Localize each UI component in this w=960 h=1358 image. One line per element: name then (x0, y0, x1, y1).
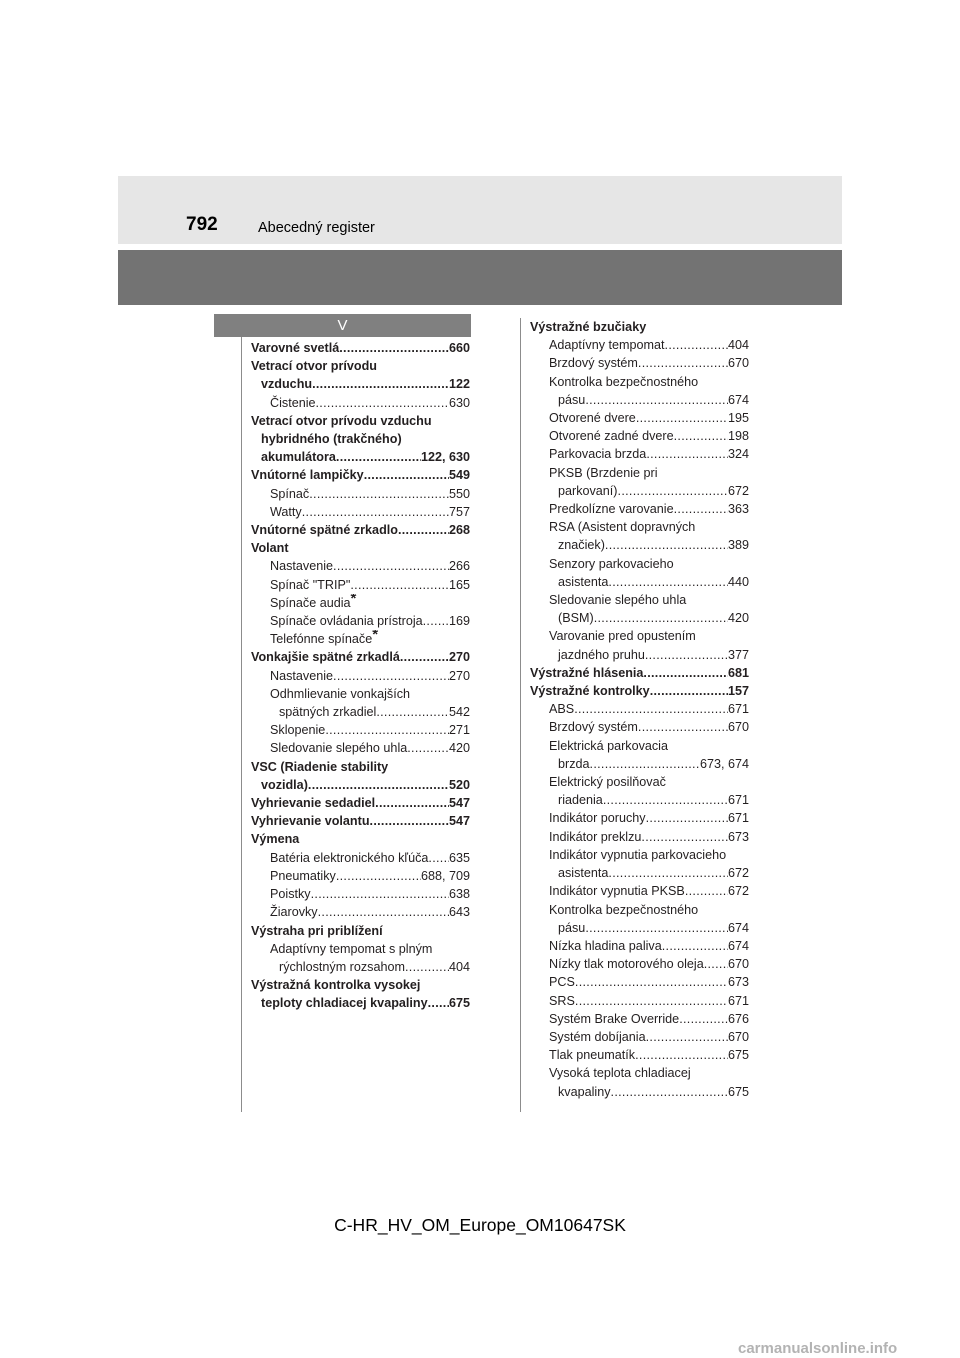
index-entry (251, 976, 470, 994)
dot-leader (333, 667, 449, 685)
index-entry-term: Sklopenie (270, 723, 326, 738)
index-entry-term: Varovanie pred opustením (549, 629, 696, 644)
document-footer-code: C-HR_HV_OM_Europe_OM10647SK (334, 1215, 626, 1235)
index-entry (251, 776, 470, 794)
index-entry-page: 271 (448, 723, 470, 738)
index-entry (530, 373, 749, 391)
dot-leader (611, 1083, 728, 1101)
index-entry (530, 627, 749, 645)
index-entry-term: ABS (549, 702, 575, 717)
index-entry (530, 755, 749, 773)
index-entry-page: 542 (448, 705, 470, 720)
index-entry-term: jazdného pruhu (558, 647, 645, 662)
index-entry-term: asistenta (558, 866, 609, 881)
index-entry-page: 673 (727, 975, 749, 990)
index-entry-term: Telefónne spínače (270, 632, 373, 647)
index-entry (530, 591, 749, 609)
index-entry-term: kvapaliny (558, 1084, 611, 1099)
index-entry (530, 391, 749, 409)
index-entry (530, 555, 749, 573)
index-entry (530, 809, 749, 827)
index-entry-term: vozidla) (261, 777, 308, 792)
index-column-2 (530, 318, 749, 1101)
index-entry-term: PKSB (Brzdenie pri (549, 465, 658, 480)
index-entry-page: 670 (727, 957, 749, 972)
index-entry-term: Spínač (270, 486, 310, 501)
dot-leader (407, 739, 449, 757)
index-entry-page: 404 (448, 959, 470, 974)
dot-leader (641, 828, 728, 846)
index-entry-page: 266 (448, 559, 470, 574)
column-divider-left (241, 337, 242, 1112)
index-entry (251, 940, 470, 958)
dot-leader (316, 394, 449, 412)
index-entry-term: spätných zrkadiel (279, 705, 377, 720)
dot-leader (375, 794, 449, 812)
index-entry-term: Volant (251, 541, 289, 556)
dot-leader (685, 882, 728, 900)
dot-leader (336, 867, 421, 885)
index-entry-page: 675 (727, 1084, 749, 1099)
index-entry-page: 670 (727, 356, 749, 371)
index-entry (530, 737, 749, 755)
index-entry-page: 547 (448, 796, 470, 811)
index-entry-page: 673 (727, 829, 749, 844)
index-entry-term: Výstražné kontrolky (530, 684, 650, 699)
index-entry (530, 700, 749, 718)
index-entry (530, 646, 749, 664)
dot-leader (646, 1028, 728, 1046)
index-entry (251, 466, 470, 484)
index-entry-page: 638 (448, 887, 470, 902)
index-entry-term: Nízka hladina paliva (549, 938, 662, 953)
dot-leader (428, 849, 449, 867)
index-entry (251, 721, 470, 739)
index-entry-page: 674 (727, 938, 749, 953)
index-entry (530, 427, 749, 445)
index-entry-term: Elektrický posilňovač (549, 775, 666, 790)
index-entry (251, 521, 470, 539)
dot-leader (308, 776, 449, 794)
index-entry-term: Spínače audia (270, 595, 351, 610)
index-entry-term: (BSM) (558, 611, 594, 626)
index-entry-page: 157 (727, 684, 749, 699)
index-entry-page: 324 (727, 447, 749, 462)
index-entry-term: Pneumatiky (270, 868, 336, 883)
index-entry-term: Vyhrievanie volantu (251, 814, 370, 829)
index-entry-term: Indikátor poruchy (549, 811, 646, 826)
dot-leader (370, 812, 449, 830)
page-title: Abecedný register (258, 220, 375, 236)
index-entry-page: 671 (727, 702, 749, 717)
index-entry-term: parkovaní) (558, 483, 618, 498)
index-entry (530, 828, 749, 846)
index-entry-page: 198 (727, 429, 749, 444)
index-entry-term: Výmena (251, 832, 300, 847)
index-entry-term: Sledovanie slepého uhla (549, 593, 687, 608)
index-entry (251, 685, 470, 703)
index-entry-term: Indikátor preklzu (549, 829, 642, 844)
index-entry (251, 903, 470, 921)
index-entry (251, 357, 470, 375)
index-entry-page: 122, 630 (420, 450, 470, 465)
index-entry (251, 667, 470, 685)
index-entry-page: 268 (448, 523, 470, 538)
index-entry-term: Systém Brake Override (549, 1011, 680, 1026)
index-entry-term: brzda (558, 756, 590, 771)
index-entry (251, 648, 470, 666)
index-entry (530, 718, 749, 736)
index-entry (251, 430, 470, 448)
index-entry (251, 539, 470, 557)
index-entry (530, 1064, 749, 1082)
dot-leader (643, 664, 728, 682)
dot-leader (311, 885, 449, 903)
dot-leader (333, 557, 449, 575)
index-entry-term: Poistky (270, 887, 311, 902)
dot-leader (650, 682, 728, 700)
index-entry (251, 812, 470, 830)
index-entry-page: 674 (727, 920, 749, 935)
index-entry (251, 739, 470, 757)
index-entry (530, 336, 749, 354)
index-entry-page: 688, 709 (420, 868, 470, 883)
index-entry-page: 630 (448, 395, 470, 410)
dot-leader (674, 427, 728, 445)
index-entry-page: 420 (727, 611, 749, 626)
index-entry (530, 518, 749, 536)
index-entry-term: RSA (Asistent dopravných (549, 520, 696, 535)
index-entry-term: Predkolízne varovanie (549, 502, 674, 517)
index-entry (530, 919, 749, 937)
dot-leader (302, 503, 449, 521)
index-entry-term: Výstraha pri priblížení (251, 923, 383, 938)
index-entry (251, 503, 470, 521)
dot-leader (376, 703, 449, 721)
index-entry (251, 594, 470, 612)
index-entry-page: 520 (448, 777, 470, 792)
index-entry-page: 676 (727, 1011, 749, 1026)
index-entry-term: Adaptívny tempomat (549, 338, 665, 353)
index-entry-term: Watty (270, 504, 302, 519)
index-entry (251, 612, 470, 630)
index-entry (530, 445, 749, 463)
index-entry-term: Nastavenie (270, 559, 334, 574)
dot-leader (339, 339, 449, 357)
dot-leader (400, 648, 449, 666)
index-entry (530, 1010, 749, 1028)
dot-leader (585, 919, 728, 937)
section-letter-heading: V (214, 314, 471, 337)
index-entry (530, 1028, 749, 1046)
index-entry (530, 901, 749, 919)
index-entry-term: značiek) (558, 538, 605, 553)
index-entry (251, 758, 470, 776)
dot-leader (608, 573, 728, 591)
footnote-asterisk: * (372, 630, 379, 644)
dot-leader (318, 903, 449, 921)
index-entry-term: Odhmlievanie vonkajších (270, 686, 411, 701)
dot-leader (325, 721, 449, 739)
index-entry-term: Brzdový systém (549, 720, 638, 735)
index-entry (530, 937, 749, 955)
index-entry-page: 404 (727, 338, 749, 353)
index-entry (530, 973, 749, 991)
index-entry-page: 673, 674 (699, 756, 749, 771)
dot-leader (428, 994, 449, 1012)
dot-leader (638, 354, 728, 372)
index-entry-term: Žiarovky (270, 905, 318, 920)
index-entry-page: 670 (727, 1029, 749, 1044)
index-entry-page: 122 (448, 377, 470, 392)
index-entry-term: Batéria elektronického kľúča (270, 850, 429, 865)
column-divider-middle (520, 318, 521, 1112)
index-entry (251, 867, 470, 885)
dot-leader (309, 485, 449, 503)
index-entry (251, 339, 470, 357)
index-entry-page: 547 (448, 814, 470, 829)
index-entry-term: Parkovacia brzda (549, 447, 647, 462)
index-column-1 (251, 339, 470, 1013)
index-entry (251, 849, 470, 867)
index-entry-term: Kontrolka bezpečnostného (549, 902, 699, 917)
index-entry (530, 482, 749, 500)
index-entry-term: Vonkajšie spätné zrkadlá (251, 650, 400, 665)
index-entry-page: 671 (727, 811, 749, 826)
index-entry (530, 773, 749, 791)
index-entry-page: 165 (448, 577, 470, 592)
page-number: 792 (186, 214, 218, 235)
index-entry-term: Výstražné bzučiaky (530, 320, 647, 334)
index-entry (530, 464, 749, 482)
dot-leader (608, 864, 728, 882)
index-entry (530, 1046, 749, 1064)
index-entry-page: 195 (727, 411, 749, 426)
index-entry-page: 549 (448, 468, 470, 483)
index-entry (530, 536, 749, 554)
dot-leader (585, 391, 728, 409)
index-entry-term: Kontrolka bezpečnostného (549, 374, 699, 389)
index-entry-term: hybridného (trakčného) (261, 432, 402, 447)
index-entry (530, 955, 749, 973)
index-entry (251, 485, 470, 503)
dot-leader (635, 1046, 728, 1064)
index-entry (251, 557, 470, 575)
index-entry-term: Výstražná kontrolka vysokej (251, 978, 421, 993)
dot-leader (594, 609, 728, 627)
dot-leader (574, 700, 728, 718)
index-entry-term: Brzdový systém (549, 356, 638, 371)
index-entry-term: Indikátor vypnutia PKSB (549, 884, 685, 899)
index-entry-term: Varovné svetlá (251, 341, 340, 355)
header-band (118, 176, 842, 244)
index-entry-term: Vetrací otvor prívodu (251, 359, 377, 374)
dot-leader (350, 576, 449, 594)
index-entry-term: riadenia (558, 793, 603, 808)
index-entry-term: Otvorené zadné dvere (549, 429, 674, 444)
index-entry-page: 672 (727, 866, 749, 881)
index-entry (251, 885, 470, 903)
index-entry (251, 958, 470, 976)
index-entry-term: Spínače ovládania prístroja (270, 614, 423, 629)
index-entry-page: 672 (727, 884, 749, 899)
index-entry-page: 270 (448, 650, 470, 665)
index-entry-term: Vnútorné lampičky (251, 468, 364, 483)
dot-leader (645, 646, 728, 664)
index-entry (530, 791, 749, 809)
index-entry (530, 864, 749, 882)
index-entry-term: Čistenie (270, 395, 316, 410)
index-entry-term: Otvorené dvere (549, 411, 636, 426)
index-entry (251, 394, 470, 412)
index-entry-term: Nastavenie (270, 668, 334, 683)
index-entry-page: 675 (448, 996, 470, 1011)
dot-leader (603, 791, 728, 809)
index-entry (530, 1083, 749, 1101)
index-entry-term: pásu (558, 920, 586, 935)
index-entry-term: Spínač "TRIP" (270, 577, 351, 592)
dot-leader (662, 937, 728, 955)
index-entry-term: asistenta (558, 574, 609, 589)
index-entry-term: vzduchu (261, 377, 313, 392)
dot-leader (618, 482, 728, 500)
dot-leader (674, 500, 728, 518)
index-entry-term: Vnútorné spätné zrkadlo (251, 523, 398, 538)
dot-leader (423, 612, 449, 630)
dot-leader (665, 336, 728, 354)
dot-leader (704, 955, 728, 973)
index-entry (251, 412, 470, 430)
index-entry (251, 703, 470, 721)
index-entry (251, 448, 470, 466)
index-entry-term: Indikátor vypnutia parkovacieho (549, 847, 727, 862)
index-entry (251, 630, 470, 648)
index-entry-page: 674 (727, 392, 749, 407)
index-entry-page: 550 (448, 486, 470, 501)
index-entry-term: Systém dobíjania (549, 1029, 646, 1044)
index-entry-page: 757 (448, 504, 470, 519)
dot-leader (679, 1010, 728, 1028)
index-entry (530, 682, 749, 700)
index-entry-page: 169 (448, 614, 470, 629)
index-entry (251, 375, 470, 393)
index-entry (251, 994, 470, 1012)
dot-leader (405, 958, 449, 976)
index-entry-term: Adaptívny tempomat s plným (270, 941, 433, 956)
index-entry-term: Elektrická parkovacia (549, 738, 668, 753)
index-entry-term: Tlak pneumatík (549, 1048, 636, 1063)
index-entry-term: Vetrací otvor prívodu vzduchu (251, 413, 432, 428)
index-entry-page: 660 (448, 341, 470, 355)
index-entry-page: 363 (727, 502, 749, 517)
index-entry (530, 609, 749, 627)
index-entry (251, 922, 470, 940)
index-entry (530, 664, 749, 682)
dot-leader (364, 466, 449, 484)
index-entry-page: 681 (727, 665, 749, 680)
index-entry (530, 992, 749, 1010)
dot-leader (312, 375, 449, 393)
index-entry-page: 672 (727, 483, 749, 498)
index-entry-term: teploty chladiacej kvapaliny (261, 996, 428, 1011)
dot-leader (336, 448, 421, 466)
footnote-asterisk: * (350, 593, 357, 607)
index-entry (530, 318, 749, 336)
index-entry-page: 389 (727, 538, 749, 553)
index-entry-term: VSC (Riadenie stability (251, 759, 389, 774)
index-entry (530, 354, 749, 372)
index-entry-page: 671 (727, 993, 749, 1008)
index-entry-term: PCS (549, 975, 575, 990)
index-entry (251, 576, 470, 594)
index-entry-page: 671 (727, 793, 749, 808)
index-entry-page: 377 (727, 647, 749, 662)
index-entry (530, 846, 749, 864)
index-entry-term: Sledovanie slepého uhla (270, 741, 408, 756)
dot-leader (636, 409, 728, 427)
index-entry-term: Vysoká teplota chladiacej (549, 1066, 691, 1081)
index-entry-term: SRS (549, 993, 575, 1008)
index-entry-page: 670 (727, 720, 749, 735)
index-entry-page: 635 (448, 850, 470, 865)
dot-leader (575, 992, 728, 1010)
index-entry-page: 270 (448, 668, 470, 683)
index-entry-term: Vyhrievanie sedadiel (251, 796, 376, 811)
index-entry-page: 440 (727, 574, 749, 589)
index-entry-page: 420 (448, 741, 470, 756)
index-entry-term: rýchlostným rozsahom (279, 959, 405, 974)
index-entry-term: Výstražné hlásenia (530, 665, 644, 680)
index-entry-term: Nízky tlak motorového oleja (549, 957, 704, 972)
index-entry (530, 573, 749, 591)
watermark: carmanualsonline.info (738, 1340, 898, 1357)
dot-leader (638, 718, 728, 736)
index-entry (530, 409, 749, 427)
index-entry (251, 794, 470, 812)
dot-leader (575, 973, 728, 991)
index-entry (530, 500, 749, 518)
dot-leader (398, 521, 449, 539)
index-entry (530, 882, 749, 900)
header-dark-band (118, 250, 842, 305)
index-entry-term: Senzory parkovacieho (549, 556, 674, 571)
index-entry-term: akumulátora (261, 450, 336, 465)
dot-leader (646, 445, 728, 463)
index-entry (251, 830, 470, 848)
index-entry-term: pásu (558, 392, 586, 407)
index-entry-page: 675 (727, 1048, 749, 1063)
dot-leader (590, 755, 700, 773)
index-entry-page: 643 (448, 905, 470, 920)
dot-leader (605, 536, 728, 554)
dot-leader (646, 809, 728, 827)
